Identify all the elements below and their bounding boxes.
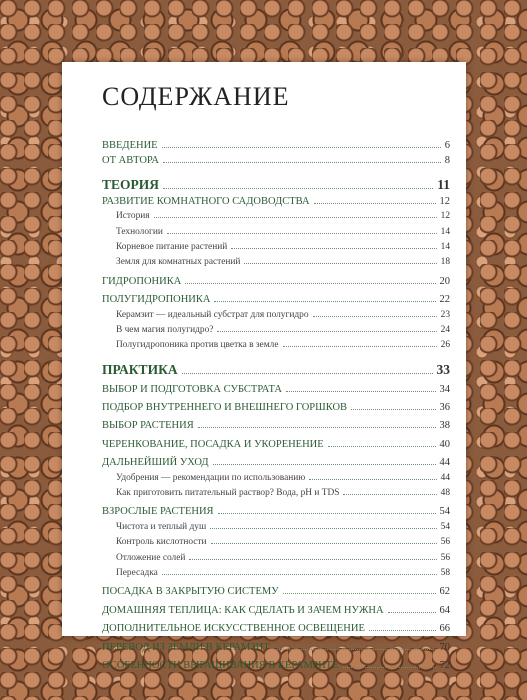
toc-entry (102, 153, 450, 168)
table-of-contents (102, 138, 450, 673)
toc-entry-title: ВВЕДЕНИЕ (102, 140, 158, 151)
dot-leader (343, 666, 436, 668)
dot-leader (217, 330, 436, 332)
toc-entry-title: Отложение солей (116, 552, 186, 563)
toc-entry-page: 70 (439, 641, 450, 653)
dot-leader (388, 611, 436, 613)
toc-entry-title: ДАЛЬНЕЙШИЙ УХОД (102, 457, 209, 469)
dot-leader (283, 592, 436, 594)
toc-entry-title: ГИДРОПОНИКА (102, 275, 182, 287)
dot-leader (328, 445, 436, 447)
dot-leader (154, 216, 437, 218)
toc-entry-page: 36 (439, 402, 450, 414)
toc-entry (102, 584, 450, 599)
toc-entry (102, 455, 450, 470)
toc-entry-page: 26 (440, 340, 450, 351)
toc-entry-page: 58 (440, 567, 450, 578)
toc-subentry (102, 209, 450, 224)
toc-entry (102, 621, 450, 636)
dot-leader (185, 282, 435, 284)
toc-entry (102, 418, 450, 433)
toc-entry-page: 62 (439, 586, 450, 598)
dot-leader (210, 527, 436, 529)
toc-entry-page: 22 (439, 294, 450, 306)
toc-subentry (102, 551, 450, 566)
toc-entry-title: Технологии (116, 226, 163, 237)
dot-leader (314, 202, 436, 204)
toc-entry-page: 18 (440, 257, 450, 268)
toc-subentry (102, 566, 450, 581)
toc-entry-title: Контроль кислотности (116, 537, 207, 548)
toc-entry-title: ОСОБЕННОСТИ ВЫРАЩИВАНИЯ В КЕРАМЗИТЕ (102, 659, 339, 671)
toc-subentry (102, 535, 450, 550)
toc-entry-title: ВЗРОСЛЫЕ РАСТЕНИЯ (102, 506, 214, 518)
dot-leader (369, 629, 436, 631)
toc-subentry (102, 323, 450, 338)
toc-entry-title: Как приготовить питательный раствор? Вода, pH и TDS (116, 488, 340, 499)
dot-leader (283, 345, 437, 347)
toc-entry-title: ПРАКТИКА (102, 361, 178, 377)
toc-entry-page: 54 (439, 506, 450, 518)
toc-entry-page: 40 (439, 438, 450, 450)
toc-entry (102, 400, 450, 415)
toc-entry-title: РАЗВИТИЕ КОМНАТНОГО САДОВОДСТВА (102, 195, 310, 207)
dot-leader (313, 315, 437, 317)
toc-entry-title: История (116, 211, 150, 222)
toc-subentry (102, 255, 450, 270)
toc-entry-title: Чистота и теплый душ (116, 521, 207, 532)
toc-entry-title: ЧЕРЕНКОВАНИЕ, ПОСАДКА И УКОРЕНЕНИЕ (102, 438, 324, 450)
toc-entry (102, 658, 450, 673)
dot-leader (167, 232, 437, 234)
toc-entry-page: 20 (439, 275, 450, 287)
toc-entry-page: 56 (440, 537, 450, 548)
dot-leader (343, 493, 436, 495)
toc-entry-title: ОТ АВТОРА (102, 155, 160, 167)
toc-entry-page: 48 (440, 488, 450, 499)
page-title: СОДЕРЖАНИЕ (102, 82, 290, 111)
dot-leader (214, 300, 435, 302)
toc-subentry (102, 225, 450, 240)
toc-entry-title: Корневое питание растений (116, 241, 228, 252)
toc-entry-page: 56 (440, 552, 450, 563)
toc-entry-page: 72 (439, 659, 450, 671)
toc-entry-title: Земля для комнатных растений (116, 257, 241, 268)
toc-entry (102, 292, 450, 307)
toc-entry-title: Удобрения — рекомендации по использованию (116, 472, 306, 483)
toc-entry (102, 437, 450, 452)
toc-entry-title: ВЫБОР И ПОДГОТОВКА СУБСТРАТА (102, 383, 282, 395)
dot-leader (309, 478, 436, 480)
toc-page (62, 62, 466, 671)
toc-entry (102, 138, 450, 153)
dot-leader (182, 372, 433, 374)
dot-leader (211, 542, 437, 544)
dot-leader (274, 648, 436, 650)
toc-entry-title: Полугидропоника против цветка в земле (116, 340, 279, 351)
toc-entry (102, 504, 450, 519)
toc-entry-page: 6 (444, 140, 450, 151)
toc-entry-title: ПОЛУГИДРОПОНИКА (102, 294, 211, 306)
toc-entry-page: 12 (440, 211, 450, 222)
toc-entry-page: 33 (436, 361, 450, 377)
toc-entry (102, 194, 450, 209)
toc-entry-title: ПОСАДКА В ЗАКРЫТУЮ СИСТЕМУ (102, 586, 279, 598)
toc-subentry (102, 471, 450, 486)
toc-entry (102, 640, 450, 655)
toc-entry-page: 14 (440, 226, 450, 237)
toc-entry-page: 44 (440, 472, 450, 483)
toc-entry-page: 38 (439, 420, 450, 432)
toc-entry-page: 34 (439, 383, 450, 395)
dot-leader (163, 187, 433, 189)
toc-entry-title: ДОМАШНЯЯ ТЕПЛИЦА: КАК СДЕЛАТЬ И ЗАЧЕМ НУЖНА (102, 604, 384, 616)
toc-entry-page: 8 (444, 155, 450, 167)
dot-leader (162, 573, 437, 575)
dot-leader (198, 426, 436, 428)
toc-entry (102, 274, 450, 289)
toc-subentry (102, 308, 450, 323)
dot-leader (218, 512, 436, 514)
dot-leader (213, 463, 436, 465)
toc-entry-page: 44 (439, 457, 450, 469)
toc-entry-page: 12 (439, 195, 450, 207)
dot-leader (231, 247, 436, 249)
toc-entry-page: 11 (437, 176, 450, 192)
toc-entry-page: 14 (440, 241, 450, 252)
dot-leader (351, 408, 435, 410)
toc-entry-title: ВЫБОР РАСТЕНИЯ (102, 420, 194, 432)
dot-leader (162, 146, 441, 148)
toc-entry-page: 54 (440, 521, 450, 532)
toc-entry-page: 23 (440, 309, 450, 320)
toc-entry-page: 64 (439, 604, 450, 616)
dot-leader (163, 161, 441, 163)
toc-section-heading (102, 361, 450, 379)
toc-entry-title: Пересадка (116, 567, 158, 578)
toc-entry-title: В чем магия полугидро? (116, 324, 214, 335)
toc-entry-title: ПЕРЕВОД ИЗ ЗЕМЛИ В КЕРАМЗИТ (102, 641, 270, 653)
toc-entry-title: ДОПОЛНИТЕЛЬНОЕ ИСКУССТВЕННОЕ ОСВЕЩЕНИЕ (102, 623, 365, 635)
toc-entry-title: ПОДБОР ВНУТРЕННЕГО И ВНЕШНЕГО ГОРШКОВ (102, 402, 348, 414)
toc-entry-title: Керамзит — идеальный субстрат для полугидро (116, 309, 309, 320)
toc-entry (102, 603, 450, 618)
toc-entry-page: 24 (440, 324, 450, 335)
toc-section-heading (102, 176, 450, 194)
dot-leader (244, 262, 436, 264)
dot-leader (189, 558, 436, 560)
toc-subentry (102, 240, 450, 255)
toc-subentry (102, 486, 450, 501)
toc-entry-title: ТЕОРИЯ (102, 176, 160, 192)
toc-subentry (102, 338, 450, 353)
toc-subentry (102, 520, 450, 535)
toc-entry-page: 66 (439, 623, 450, 635)
dot-leader (286, 390, 436, 392)
toc-entry (102, 382, 450, 397)
